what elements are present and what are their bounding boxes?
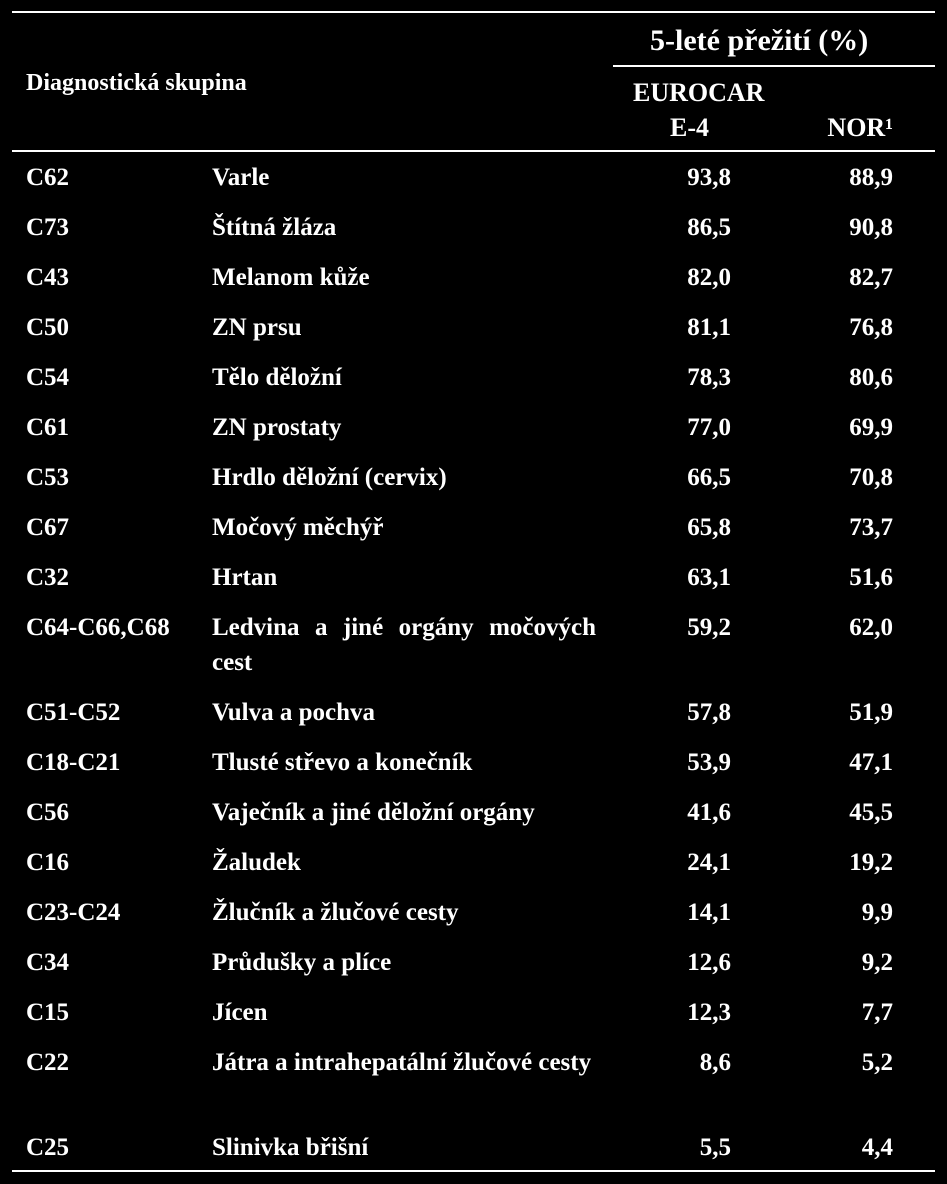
diagnosis-code: C54 (26, 364, 70, 391)
table-row (0, 260, 947, 310)
diagnosis-code: C23-C24 (26, 899, 121, 926)
table-body (0, 160, 947, 1180)
table-row (0, 210, 947, 260)
nor-value: 82,7 (849, 264, 893, 291)
diagnosis-code: C62 (26, 164, 70, 191)
table-row (0, 510, 947, 560)
table-row (0, 745, 947, 795)
diagnosis-name: Vulva a pochva (212, 699, 376, 726)
table-row (0, 610, 947, 695)
header-eurocar-line2: E-4 (670, 113, 709, 142)
diagnosis-code: C64-C66,C68 (26, 614, 170, 641)
diagnosis-code: C18-C21 (26, 749, 121, 776)
diagnosis-name: Průdušky a plíce (212, 949, 392, 976)
eurocar-value: 66,5 (687, 464, 731, 491)
table-row (0, 160, 947, 210)
nor-value: 73,7 (849, 514, 893, 541)
header-group-rule (613, 65, 935, 67)
eurocar-value: 5,5 (699, 1134, 731, 1161)
diagnosis-code: C50 (26, 314, 70, 341)
diagnosis-name: Hrdlo děložní (cervix) (212, 464, 447, 491)
nor-value: 90,8 (849, 214, 893, 241)
diagnosis-name: Žaludek (212, 849, 301, 876)
table-row (0, 695, 947, 745)
eurocar-value: 86,5 (687, 214, 731, 241)
table-row (0, 795, 947, 845)
nor-value: 70,8 (849, 464, 893, 491)
eurocar-value: 41,6 (687, 799, 731, 826)
diagnosis-code: C53 (26, 464, 70, 491)
eurocar-value: 8,6 (699, 1049, 731, 1076)
eurocar-value: 14,1 (687, 899, 731, 926)
nor-value: 51,6 (849, 564, 893, 591)
diagnosis-code: C56 (26, 799, 70, 826)
nor-value: 4,4 (861, 1134, 893, 1161)
diagnosis-name: Ledvina a jiné orgány močových cest (212, 614, 596, 676)
diagnosis-code: C16 (26, 849, 70, 876)
nor-value: 7,7 (861, 999, 893, 1026)
nor-value: 5,2 (861, 1049, 893, 1076)
diagnosis-name: Játra a intrahepatální žlučové cesty (212, 1049, 592, 1076)
diagnosis-name: ZN prsu (212, 314, 302, 341)
eurocar-value: 93,8 (687, 164, 731, 191)
table-row (0, 945, 947, 995)
table-row (0, 310, 947, 360)
diagnosis-code: C22 (26, 1049, 70, 1076)
header-eurocar-line1: EUROCAR (633, 78, 765, 107)
eurocar-value: 78,3 (687, 364, 731, 391)
diagnosis-name: Štítná žláza (212, 214, 337, 241)
eurocar-value: 53,9 (687, 749, 731, 776)
nor-value: 45,5 (849, 799, 893, 826)
table-row (0, 360, 947, 410)
nor-value: 9,2 (861, 949, 893, 976)
table-row (0, 995, 947, 1045)
diagnosis-name: Hrtan (212, 564, 278, 591)
table-row (0, 1130, 947, 1180)
table-bottom-rule (12, 1170, 935, 1172)
table-row (0, 845, 947, 895)
nor-value: 47,1 (849, 749, 893, 776)
eurocar-value: 57,8 (687, 699, 731, 726)
diagnosis-code: C67 (26, 514, 70, 541)
diagnosis-name: Tělo děložní (212, 364, 342, 391)
header-five-year-survival: 5-leté přežití (%) (650, 24, 869, 57)
diagnosis-name: Vaječník a jiné děložní orgány (212, 799, 535, 826)
nor-value: 9,9 (861, 899, 893, 926)
diagnosis-name: Tlusté střevo a konečník (212, 749, 473, 776)
diagnosis-code: C34 (26, 949, 70, 976)
diagnosis-name: Varle (212, 164, 270, 191)
diagnosis-code: C61 (26, 414, 70, 441)
table-row (0, 460, 947, 510)
diagnosis-code: C32 (26, 564, 70, 591)
eurocar-value: 24,1 (687, 849, 731, 876)
diagnosis-name: Močový měchýř (212, 514, 384, 541)
diagnosis-code: C15 (26, 999, 70, 1026)
nor-value: 19,2 (849, 849, 893, 876)
diagnosis-name: Jícen (212, 999, 268, 1026)
diagnosis-name: Melanom kůže (212, 264, 370, 291)
diagnosis-code: C73 (26, 214, 70, 241)
table-row (0, 1045, 947, 1130)
diagnosis-name: Slinivka břišní (212, 1134, 369, 1161)
diagnosis-code: C43 (26, 264, 70, 291)
eurocar-value: 59,2 (687, 614, 731, 641)
eurocar-value: 12,3 (687, 999, 731, 1026)
diagnosis-name: Žlučník a žlučové cesty (212, 899, 459, 926)
diagnosis-name: ZN prostaty (212, 414, 342, 441)
nor-value: 80,6 (849, 364, 893, 391)
table-row (0, 410, 947, 460)
header-bottom-rule (12, 150, 935, 152)
eurocar-value: 82,0 (687, 264, 731, 291)
nor-value: 62,0 (849, 614, 893, 641)
nor-value: 69,9 (849, 414, 893, 441)
header-nor: NOR¹ (827, 113, 893, 142)
eurocar-value: 81,1 (687, 314, 731, 341)
diagnosis-code: C25 (26, 1134, 70, 1161)
diagnosis-code: C51-C52 (26, 699, 121, 726)
eurocar-value: 65,8 (687, 514, 731, 541)
table-top-rule (12, 11, 935, 13)
eurocar-value: 12,6 (687, 949, 731, 976)
header-diagnostic-group: Diagnostická skupina (26, 70, 247, 96)
eurocar-value: 63,1 (687, 564, 731, 591)
nor-value: 76,8 (849, 314, 893, 341)
table-row (0, 560, 947, 610)
table-row (0, 895, 947, 945)
eurocar-value: 77,0 (687, 414, 731, 441)
nor-value: 51,9 (849, 699, 893, 726)
nor-value: 88,9 (849, 164, 893, 191)
